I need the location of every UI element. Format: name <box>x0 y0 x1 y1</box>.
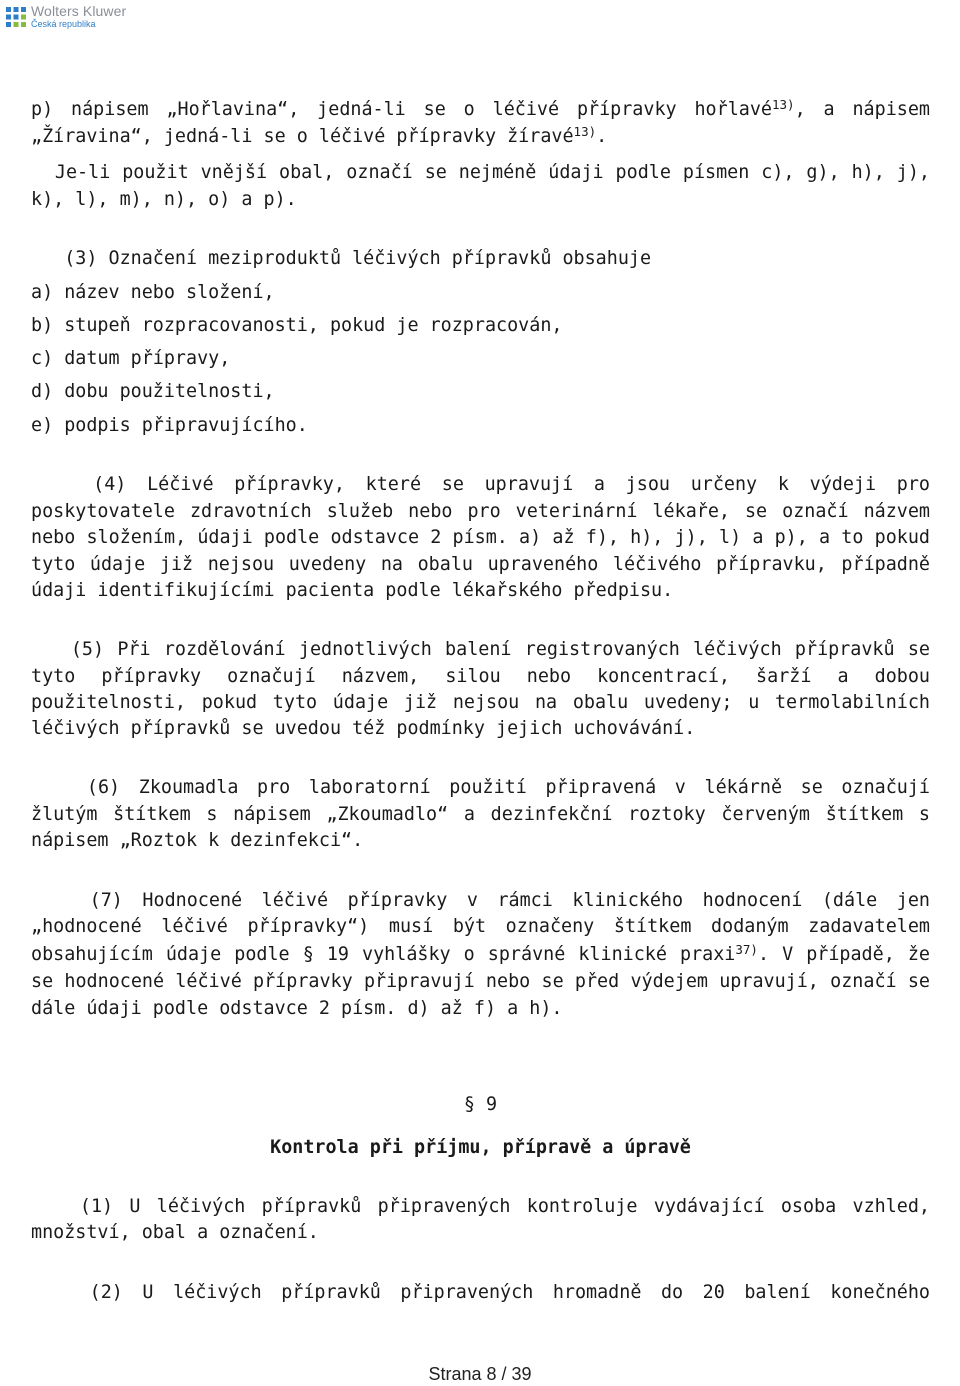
text-line: k), l), m), n), o) a p). <box>31 189 297 210</box>
list-item: a) název nebo složení, <box>31 282 275 303</box>
text-line: p) nápisem „Hořlavina“, jedná-li se o léčivé přípravky hořlavé$^{13)}$, a nápisem <box>31 97 930 120</box>
wolters-kluwer-logo-icon <box>4 5 28 29</box>
text-line: nápisem „Roztok k dezinfekci“. <box>31 830 364 851</box>
brand-logo <box>4 4 126 29</box>
text-line: (6) Zkoumadla pro laboratorní použití připravená v lékárně se označují <box>31 777 930 798</box>
text-line: léčivých přípravků se uvedou též podmínky jejich uchovávání. <box>31 718 696 739</box>
text-line: „Žíravina“, jedná-li se o léčivé přípravky žíravé$^{13)}$. <box>31 124 608 147</box>
text-line: se hodnocené léčivé přípravky připravují nebo se před výdejem upravují, označí se <box>31 971 930 992</box>
text-line: nebo složením, údaji podle odstavce 2 písm. a) až f), h), j), l) a p), a to pokud <box>31 527 930 548</box>
text-line: (4) Léčivé přípravky, které se upravují a jsou určeny k výdeji pro <box>31 474 930 495</box>
text-line: (7) Hodnocené léčivé přípravky v rámci klinického hodnocení (dále jen <box>31 890 930 911</box>
text-line: žlutým štítkem s nápisem „Zkoumadlo“ a dezinfekční roztoky červeným štítkem s <box>31 804 930 825</box>
paragraph-heading: (3) Označení meziproduktů léčivých přípravků obsahuje <box>31 248 652 269</box>
text-line: obsahujícím údaje podle § 19 vyhlášky o správné klinické praxi$^{37)}$. V případě, že <box>31 942 930 965</box>
section-title: Kontrola při příjmu, přípravě a úpravě <box>270 1137 691 1158</box>
text-line: tyto přípravky označují názvem, silou nebo koncentrací, šarží a dobou <box>31 666 930 687</box>
list-item: e) podpis připravujícího. <box>31 415 308 436</box>
text-line: (2) U léčivých přípravků připravených hromadně do 20 balení konečného <box>31 1282 930 1303</box>
text-line: (1) U léčivých přípravků připravených kontroluje vydávající osoba vzhled, <box>31 1196 930 1217</box>
text-line: dále údaji podle odstavce 2 písm. d) až f) a h). <box>31 998 563 1019</box>
text-line: údaji identifikujícími pacienta podle lékařského předpisu. <box>31 580 674 601</box>
list-item: c) datum přípravy, <box>31 348 231 369</box>
text-line: Je-li použit vnější obal, označí se nejméně údaji podle písmen c), g), h), j), <box>31 162 930 183</box>
text-line: použitelnosti, pokud tyto údaje již nejsou na obalu uvedeny; u termolabilních <box>31 692 930 713</box>
page-number: Strana 8 / 39 <box>428 1364 532 1384</box>
text-line: (5) Při rozdělování jednotlivých balení registrovaných léčivých přípravků se <box>31 639 930 660</box>
brand-subname: Česká republika <box>31 19 96 29</box>
text-line: množství, obal a označení. <box>31 1222 319 1243</box>
text-line: poskytovatele zdravotních služeb nebo pro veterinární lékaře, se označí názvem <box>31 501 930 522</box>
list-item: b) stupeň rozpracovanosti, pokud je rozpracován, <box>31 315 563 336</box>
list-item: d) dobu použitelnosti, <box>31 381 275 402</box>
text-line: „hodnocené léčivé přípravky“) musí být označeny štítkem dodaným zadavatelem <box>31 916 930 937</box>
text-line: tyto údaje již nejsou uvedeny na obalu upraveného léčivého přípravku, případně <box>31 554 930 575</box>
brand-name: Wolters Kluwer <box>31 3 127 19</box>
section-number: § 9 <box>463 1094 498 1115</box>
